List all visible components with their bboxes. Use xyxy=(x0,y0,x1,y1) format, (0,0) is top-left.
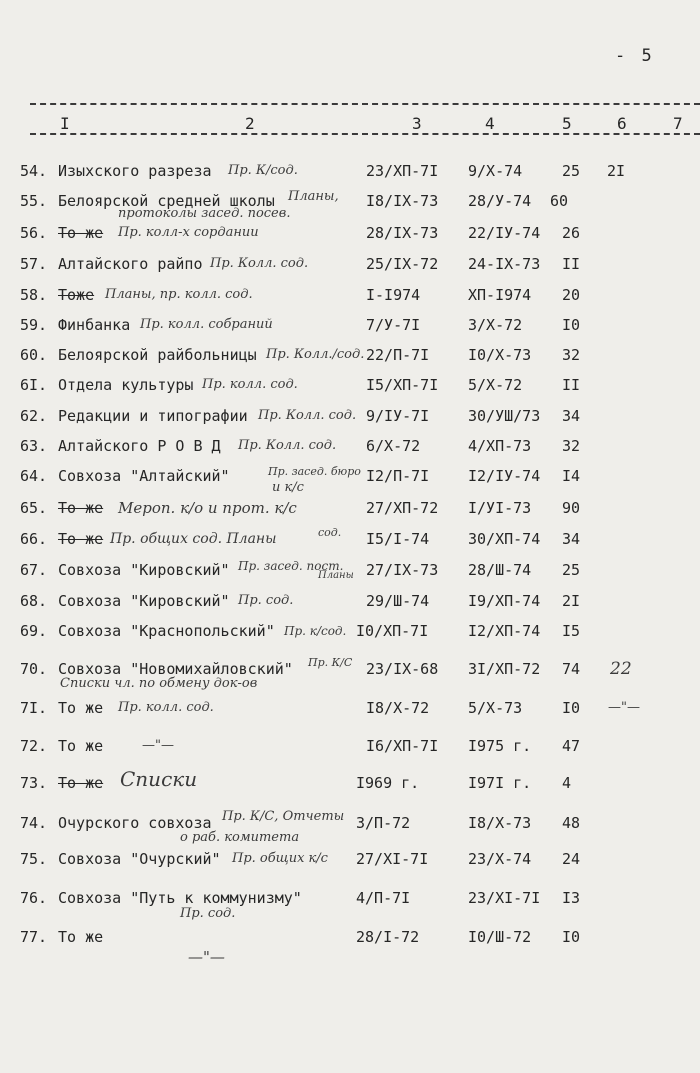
start-date: 28/I-72 xyxy=(356,928,420,946)
end-date: 24-IХ-73 xyxy=(468,255,541,273)
end-date: I975 г. xyxy=(468,737,532,755)
handwritten-note: —"— xyxy=(142,738,174,753)
start-date: 27/ХI-7I xyxy=(356,850,429,868)
item-count: I5 xyxy=(562,622,581,640)
row-number: 72. xyxy=(20,737,48,755)
table-row xyxy=(0,465,700,487)
col-5-label: 5 xyxy=(562,114,572,133)
row-number: 67. xyxy=(20,561,48,579)
handwritten-note: Пр. сод. xyxy=(238,593,294,608)
row-name: Совхоза "Путь к коммунизму" xyxy=(58,889,302,907)
handwritten-note: Планы, xyxy=(288,189,339,204)
row-number: 57. xyxy=(20,255,48,273)
end-date: I/УI-73 xyxy=(468,499,532,517)
item-count: 90 xyxy=(562,499,581,517)
item-count: 48 xyxy=(562,814,581,832)
handwritten-note-66: сод. xyxy=(318,526,342,539)
row-number: 59. xyxy=(20,316,48,334)
item-count: 25 xyxy=(562,561,581,579)
item-count: II xyxy=(562,376,581,394)
table-row xyxy=(0,314,700,336)
item-count: 32 xyxy=(562,346,581,364)
row-name: Совхоза "Кировский" xyxy=(58,561,230,579)
page-number: - 5 xyxy=(615,46,655,66)
row-name: То же xyxy=(58,774,104,792)
table-row xyxy=(0,222,700,244)
row-name: То же xyxy=(58,499,104,517)
end-date: ХП-I974 xyxy=(468,286,532,304)
col6-value: 2I xyxy=(607,162,626,180)
end-date: I2/ХП-74 xyxy=(468,622,541,640)
handwritten-note-74: о раб. комитета xyxy=(180,830,300,845)
table-row xyxy=(0,374,700,396)
row-number: 56. xyxy=(20,224,48,242)
row-number: 76. xyxy=(20,889,48,907)
handwritten-note-76: Пр. сод. xyxy=(180,906,236,921)
row-name: Совхоза "Алтайский" xyxy=(58,467,230,485)
row-name: То же xyxy=(58,699,104,717)
start-date: I-I974 xyxy=(366,286,421,304)
item-count: 26 xyxy=(562,224,581,242)
table-row xyxy=(0,590,700,612)
row-name: Белоярской райбольницы xyxy=(58,346,257,364)
row-number: 75. xyxy=(20,850,48,868)
row-number: 62. xyxy=(20,407,48,425)
handwritten-note: Пр. К/сод. xyxy=(228,163,298,178)
start-date: 23/IХ-68 xyxy=(366,660,439,678)
col6-value: 22 xyxy=(610,659,632,679)
table-row xyxy=(0,620,700,642)
row-number: 66. xyxy=(20,530,48,548)
item-count: 25 xyxy=(562,162,581,180)
start-date: 27/ХП-72 xyxy=(366,499,439,517)
row-number: 6I. xyxy=(20,376,48,394)
end-date: I8/Х-73 xyxy=(468,814,532,832)
table-row xyxy=(0,405,700,427)
start-date: 22/П-7I xyxy=(366,346,430,364)
end-date: 22/IУ-74 xyxy=(468,224,541,242)
row-name: Совхоза "Краснопольский" xyxy=(58,622,275,640)
row-number: 77. xyxy=(20,928,48,946)
row-name: Финбанка xyxy=(58,316,131,334)
end-date: 5/Х-72 xyxy=(468,376,523,394)
start-date: 4/П-7I xyxy=(356,889,411,907)
start-date: 27/IХ-73 xyxy=(366,561,439,579)
table-row xyxy=(0,344,700,366)
table-row xyxy=(0,848,700,870)
end-date: I2/IУ-74 xyxy=(468,467,541,485)
start-date: I969 г. xyxy=(356,774,420,792)
col6-value: —"— xyxy=(608,700,640,715)
end-date: 28/Ш-74 xyxy=(468,561,532,579)
handwritten-note: Пр. колл. собраний xyxy=(140,317,273,332)
row-name: То же xyxy=(58,928,104,946)
row-number: 60. xyxy=(20,346,48,364)
item-count: 20 xyxy=(562,286,581,304)
start-date: I0/ХП-7I xyxy=(356,622,429,640)
table-row xyxy=(0,735,700,757)
table-row xyxy=(0,497,700,519)
handwritten-note: Пр. колл. сод. xyxy=(202,377,298,392)
table-row xyxy=(0,435,700,457)
row-name: Редакции и типографии xyxy=(58,407,248,425)
row-number: 7I. xyxy=(20,699,48,717)
row-number: 55. xyxy=(20,192,48,210)
row-number: 64. xyxy=(20,467,48,485)
handwritten-note: Списки xyxy=(120,767,198,791)
start-date: 6/Х-72 xyxy=(366,437,421,455)
table-row xyxy=(0,253,700,275)
handwritten-note: Пр. засед. пост. xyxy=(238,559,344,573)
start-date: 23/ХП-7I xyxy=(366,162,439,180)
item-count: I0 xyxy=(562,928,581,946)
end-date: 23/ХI-7I xyxy=(468,889,541,907)
end-date: 9/Х-74 xyxy=(468,162,523,180)
end-date: 5/Х-73 xyxy=(468,699,523,717)
table-row xyxy=(0,190,700,212)
table-row xyxy=(0,767,700,794)
item-count: I3 xyxy=(562,889,581,907)
row-number: 69. xyxy=(20,622,48,640)
row-number: 73. xyxy=(20,774,48,792)
table-row xyxy=(0,697,700,719)
row-name: Белоярской средней школы xyxy=(58,192,275,210)
row-name: Совхоза "Очурский" xyxy=(58,850,221,868)
row-name: Совхоза "Кировский" xyxy=(58,592,230,610)
row-name: Отдела культуры xyxy=(58,376,194,394)
end-date: 30/ХП-74 xyxy=(468,530,541,548)
start-date: I8/IХ-73 xyxy=(366,192,439,210)
handwritten-note-67: Планы xyxy=(318,570,354,581)
handwritten-note: Пр. Колл. сод. xyxy=(258,408,357,423)
handwritten-note-77: —"— xyxy=(188,948,225,966)
item-count: 2I xyxy=(562,592,581,610)
item-count: I4 xyxy=(562,467,581,485)
handwritten-note: Пр. колл-х сордании xyxy=(118,225,259,240)
handwritten-note: Мероп. к/о и прот. к/с xyxy=(118,499,297,517)
end-date: I9/ХП-74 xyxy=(468,592,541,610)
end-date: I0/Х-73 xyxy=(468,346,532,364)
start-date: 29/Ш-74 xyxy=(366,592,430,610)
row-name: Алтайского Р О В Д xyxy=(58,437,221,455)
end-date: 23/Х-74 xyxy=(468,850,532,868)
col-2-label: 2 xyxy=(245,114,255,133)
handwritten-note: Пр. к/сод. xyxy=(284,624,347,638)
item-count: 74 xyxy=(562,660,581,678)
item-count: 47 xyxy=(562,737,581,755)
row-name: То же xyxy=(58,737,104,755)
header-rule-top xyxy=(30,103,700,105)
handwritten-note: Пр. Колл./сод. xyxy=(266,347,365,362)
item-count: II xyxy=(562,255,581,273)
end-date: 4/ХП-73 xyxy=(468,437,532,455)
item-count: I0 xyxy=(562,316,581,334)
handwritten-note: Пр. Колл. сод. xyxy=(238,438,337,453)
row-number: 54. xyxy=(20,162,48,180)
table-row xyxy=(0,887,700,909)
row-name: Алтайского райпо xyxy=(58,255,203,273)
end-date: 3I/ХП-72 xyxy=(468,660,541,678)
start-date: 28/IХ-73 xyxy=(366,224,439,242)
item-count: I0 xyxy=(562,699,581,717)
item-count: 34 xyxy=(562,407,581,425)
end-date: 30/УШ/73 xyxy=(468,407,541,425)
start-date: I8/Х-72 xyxy=(366,699,430,717)
row-name: Изыхского разреза xyxy=(58,162,212,180)
table-row xyxy=(0,284,700,306)
row-name: То же xyxy=(58,530,104,548)
row-name: Очурского совхоза xyxy=(58,814,212,832)
item-count: 4 xyxy=(562,774,572,792)
handwritten-note: Пр. общих сод. Планы xyxy=(110,531,277,547)
handwritten-note-70: Списки чл. по обмену док-ов xyxy=(60,676,258,691)
end-date: I97I г. xyxy=(468,774,532,792)
table-row xyxy=(0,528,700,550)
start-date: 25/IХ-72 xyxy=(366,255,439,273)
col-4-label: 4 xyxy=(485,114,495,133)
start-date: 3/П-72 xyxy=(356,814,411,832)
row-name: Тоже xyxy=(58,286,95,304)
header-rule-bottom xyxy=(30,133,700,135)
table-row xyxy=(0,926,700,948)
col-7-label: 7 xyxy=(673,114,683,133)
row-number: 63. xyxy=(20,437,48,455)
start-date: I2/П-7I xyxy=(366,467,430,485)
end-date: I0/Ш-72 xyxy=(468,928,532,946)
item-count: 24 xyxy=(562,850,581,868)
handwritten-note: Пр. колл. сод. xyxy=(118,700,214,715)
row-number: 70. xyxy=(20,660,48,678)
handwritten-note: Пр. Колл. сод. xyxy=(210,256,309,271)
item-count: 34 xyxy=(562,530,581,548)
start-date: I5/ХП-7I xyxy=(366,376,439,394)
row-number: 68. xyxy=(20,592,48,610)
end-date: 3/Х-72 xyxy=(468,316,523,334)
row-name: То же xyxy=(58,224,104,242)
table-row xyxy=(0,809,700,834)
start-date: I6/ХП-7I xyxy=(366,737,439,755)
end-date: 28/У-74 xyxy=(468,192,532,210)
handwritten-note-55: протоколы засед. посев. xyxy=(118,206,291,221)
handwritten-note-64: и к/с xyxy=(272,480,304,495)
col-3-label: 3 xyxy=(412,114,422,133)
col-1-label: I xyxy=(60,114,70,133)
start-date: 9/IУ-7I xyxy=(366,407,430,425)
row-number: 74. xyxy=(20,814,48,832)
start-date: I5/I-74 xyxy=(366,530,430,548)
row-number: 58. xyxy=(20,286,48,304)
handwritten-note: Пр. К/С xyxy=(308,656,353,669)
handwritten-note: Пр. засед. бюро xyxy=(268,465,361,478)
table-row xyxy=(0,160,700,182)
col-6-label: 6 xyxy=(617,114,627,133)
handwritten-note: Пр. общих к/с xyxy=(232,851,328,866)
item-count: 32 xyxy=(562,437,581,455)
item-count: 60 xyxy=(550,192,569,210)
handwritten-note: Планы, пр. колл. сод. xyxy=(105,287,253,302)
start-date: 7/У-7I xyxy=(366,316,421,334)
handwritten-note: Пр. К/С, Отчеты xyxy=(222,809,345,824)
row-number: 65. xyxy=(20,499,48,517)
row-name: Совхоза "Новомихайловский" xyxy=(58,660,293,678)
